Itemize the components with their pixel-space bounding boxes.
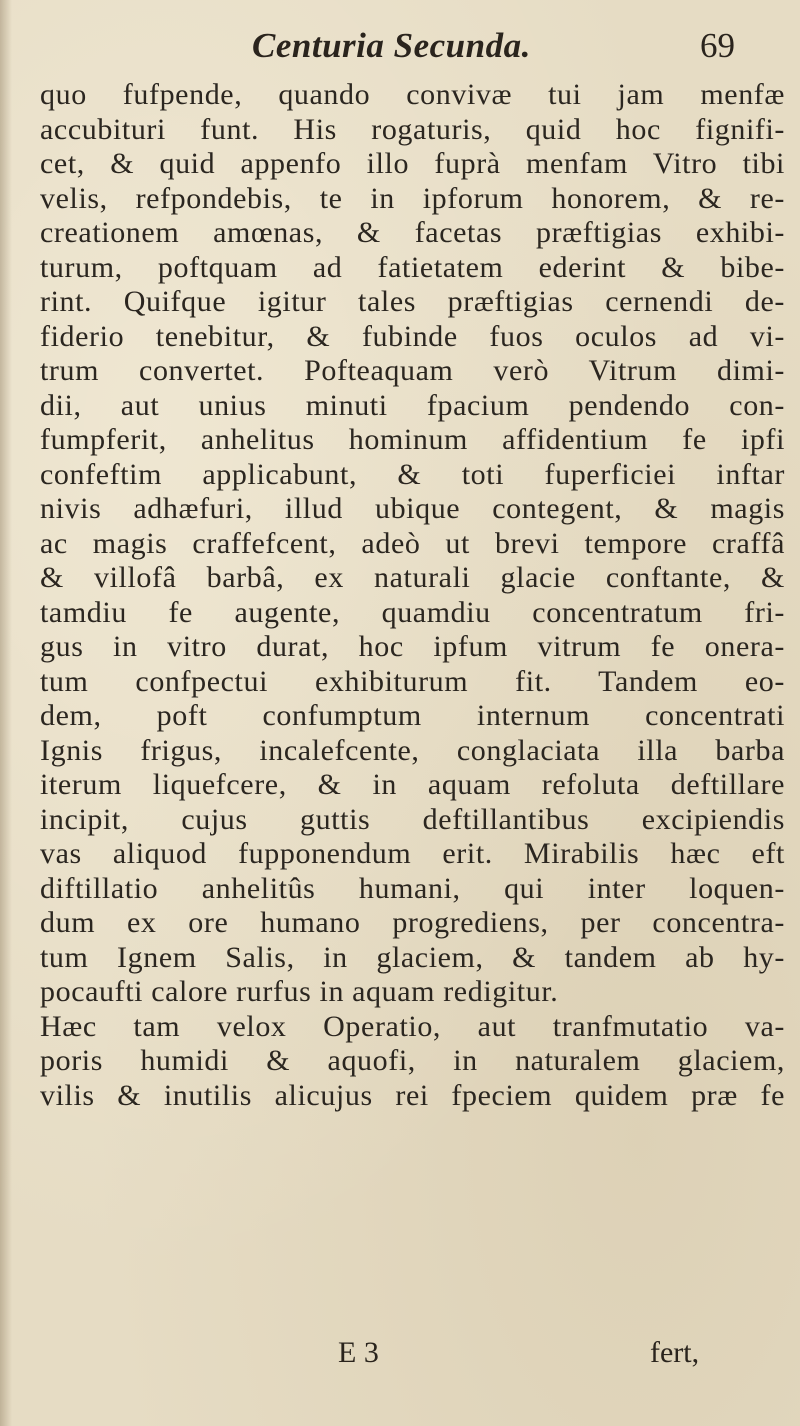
- text-line: incipit, cujus guttis deftillantibus excipiendis: [40, 802, 785, 836]
- text-line: creationem amœnas, & facetas præftigias exhibi-: [40, 216, 785, 249]
- text-line: dum ex ore humano progrediens, per concentra-: [40, 906, 785, 939]
- text-line: & villofâ barbâ, ex naturali glacie conftante, &: [40, 561, 785, 594]
- text-line: accubituri funt. His rogaturis, quid hoc fignifi-: [40, 112, 785, 146]
- text-line: tum confpectui exhibiturum fit. Tandem eo-: [40, 664, 785, 698]
- page-number: 69: [700, 26, 735, 65]
- text-line: vilis & inutilis alicujus rei fpeciem quidem præ fe: [40, 1078, 785, 1112]
- text-line: dem, poft confumptum internum concentrati: [40, 699, 785, 732]
- body-text: [40, 78, 785, 1113]
- text-line: fiderio tenebitur, & fubinde fuos oculos ad vi-: [40, 319, 785, 353]
- text-line: tamdiu fe augente, quamdiu concentratum fri-: [40, 595, 785, 629]
- text-line: nivis adhæfuri, illud ubique contegent, & magis: [40, 492, 785, 525]
- text-line-paragraph-start: Hæc tam velox Operatio, aut tranfmutatio va-: [40, 1009, 785, 1043]
- text-line: cet, & quid appenfo illo fuprà menfam Vitro tibi: [40, 147, 785, 180]
- text-line: quo fufpende, quando convivæ tui jam menfæ: [40, 78, 785, 111]
- text-line: trum convertet. Pofteaquam verò Vitrum dimi-: [40, 354, 785, 387]
- text-line: confeftim applicabunt, & toti fuperficiei inftar: [40, 457, 785, 491]
- text-line: rint. Quifque igitur tales præftigias cernendi de-: [40, 285, 785, 318]
- text-line: vas aliquod fupponendum erit. Mirabilis hæc eft: [40, 837, 785, 870]
- text-line: diftillatio anhelitûs humani, qui inter loquen-: [40, 871, 785, 905]
- text-line: fumpferit, anhelitus hominum affidentium fe ipfi: [40, 423, 785, 456]
- text-line: tum Ignem Salis, in glaciem, & tandem ab hy-: [40, 940, 785, 974]
- text-line: gus in vitro durat, hoc ipfum vitrum fe onera-: [40, 630, 785, 663]
- signature-mark: E 3: [338, 1336, 379, 1369]
- text-line: iterum liquefcere, & in aquam refoluta deftillare: [40, 768, 785, 801]
- text-line: ac magis craffefcent, adeò ut brevi tempore craffâ: [40, 526, 785, 560]
- text-line: velis, refpondebis, te in ipforum honorem, & re-: [40, 181, 785, 215]
- page-header: [0, 22, 800, 72]
- text-line: poris humidi & aquofi, in naturalem glaciem,: [40, 1044, 785, 1077]
- text-line: turum, poftquam ad fatietatem ederint & bibe-: [40, 250, 785, 284]
- text-line: Ignis frigus, incalefcente, conglaciata illa barba: [40, 733, 785, 767]
- text-line: pocaufti calore rurfus in aquam redigitur.: [40, 975, 559, 1008]
- running-title: Centuria Secunda.: [252, 26, 531, 65]
- catchword: fert,: [650, 1336, 700, 1369]
- text-line: dii, aut unius minuti fpacium pendendo con-: [40, 388, 785, 422]
- page-gutter-shadow: [0, 0, 12, 1426]
- page-footer: [0, 1336, 800, 1376]
